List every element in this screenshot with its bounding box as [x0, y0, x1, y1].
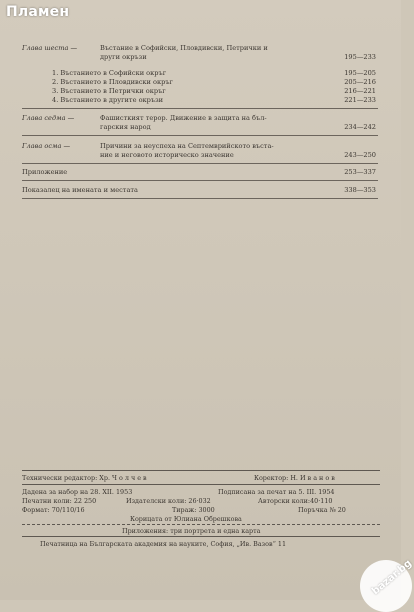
page-range: 195—205 [344, 69, 376, 77]
divider [22, 108, 378, 109]
page-range: 216—221 [344, 87, 376, 95]
site-badge-text: bazar.bg [370, 557, 414, 598]
order-number: Поръчка № 20 [298, 506, 346, 514]
imprint-rule [22, 536, 380, 537]
chapter-label: Глава осма — [22, 142, 71, 150]
signed-to-print: Подписана за печат на 5. III. 1954 [218, 488, 335, 496]
imprint-rule [22, 484, 380, 485]
divider [22, 198, 378, 199]
page-range: 243—250 [344, 151, 376, 159]
imprint-dashed-rule [22, 524, 380, 525]
author-sheets: Авторски коли:40·110 [258, 497, 333, 505]
page-range: 338—353 [344, 186, 376, 194]
chapter-title-line2: гарския народ [100, 123, 151, 131]
format: Формат: 70/110/16 [22, 506, 85, 514]
printer: Печатница на Българската академия на науките, София, „Ив. Вазов“ 11 [40, 540, 287, 548]
appendix-label: Приложение [22, 168, 68, 176]
divider [22, 135, 378, 136]
watermark-logo: Пламен [6, 4, 70, 20]
subentry-title: 2. Въстанието в Пловдивски окръг [52, 78, 173, 86]
chapter-title-line2: ние и неговото историческо значение [100, 151, 234, 159]
chapter-title-line1: Причини за неуспеха на Септемврийското въста- [100, 142, 274, 150]
subentry-title: 3. Въстанието в Петрички окръг [52, 87, 166, 95]
page-range: 195—233 [344, 53, 376, 61]
index-label: Показалец на имената и местата [22, 186, 138, 194]
page-range: 234—242 [344, 123, 376, 131]
divider [22, 180, 378, 181]
chapter-title-line1: Фашисткият терор. Движение в защита на бъл- [100, 114, 267, 122]
page-range: 205—216 [344, 78, 376, 86]
cover-credit: Корицата от Юлиана Обрешкова [130, 515, 242, 523]
given-to-set: Дадена за набор на 28. XII. 1953 [22, 488, 133, 496]
appendices-note: Приложения: три портрета и една карта [122, 527, 261, 535]
chapter-title-line1: Въстание в Софийски, Пловдивски, Петрички и [100, 44, 268, 52]
print-run: Тираж: 3000 [172, 506, 215, 514]
publisher-sheets: Издателски коли: 26·032 [126, 497, 211, 505]
divider [22, 163, 378, 164]
chapter-label: Глава шеста — [22, 44, 78, 52]
tech-editor: Технически редактор: Хр. Ч о л ч е в [22, 474, 147, 482]
proofreader: Коректор: Н. И в а н о в [254, 474, 335, 482]
chapter-label: Глава седма — [22, 114, 75, 122]
imprint-top-rule [22, 470, 380, 471]
page-range: 221—233 [344, 96, 376, 104]
subentry-title: 1. Въстанието в Софийски окръг [52, 69, 167, 77]
chapter-title-line2: други окръзи [100, 53, 147, 61]
printed-sheets: Печатни коли: 22 250 [22, 497, 97, 505]
subentry-title: 4. Въстанието в другите окръзи [52, 96, 164, 104]
page-range: 253—337 [344, 168, 376, 176]
